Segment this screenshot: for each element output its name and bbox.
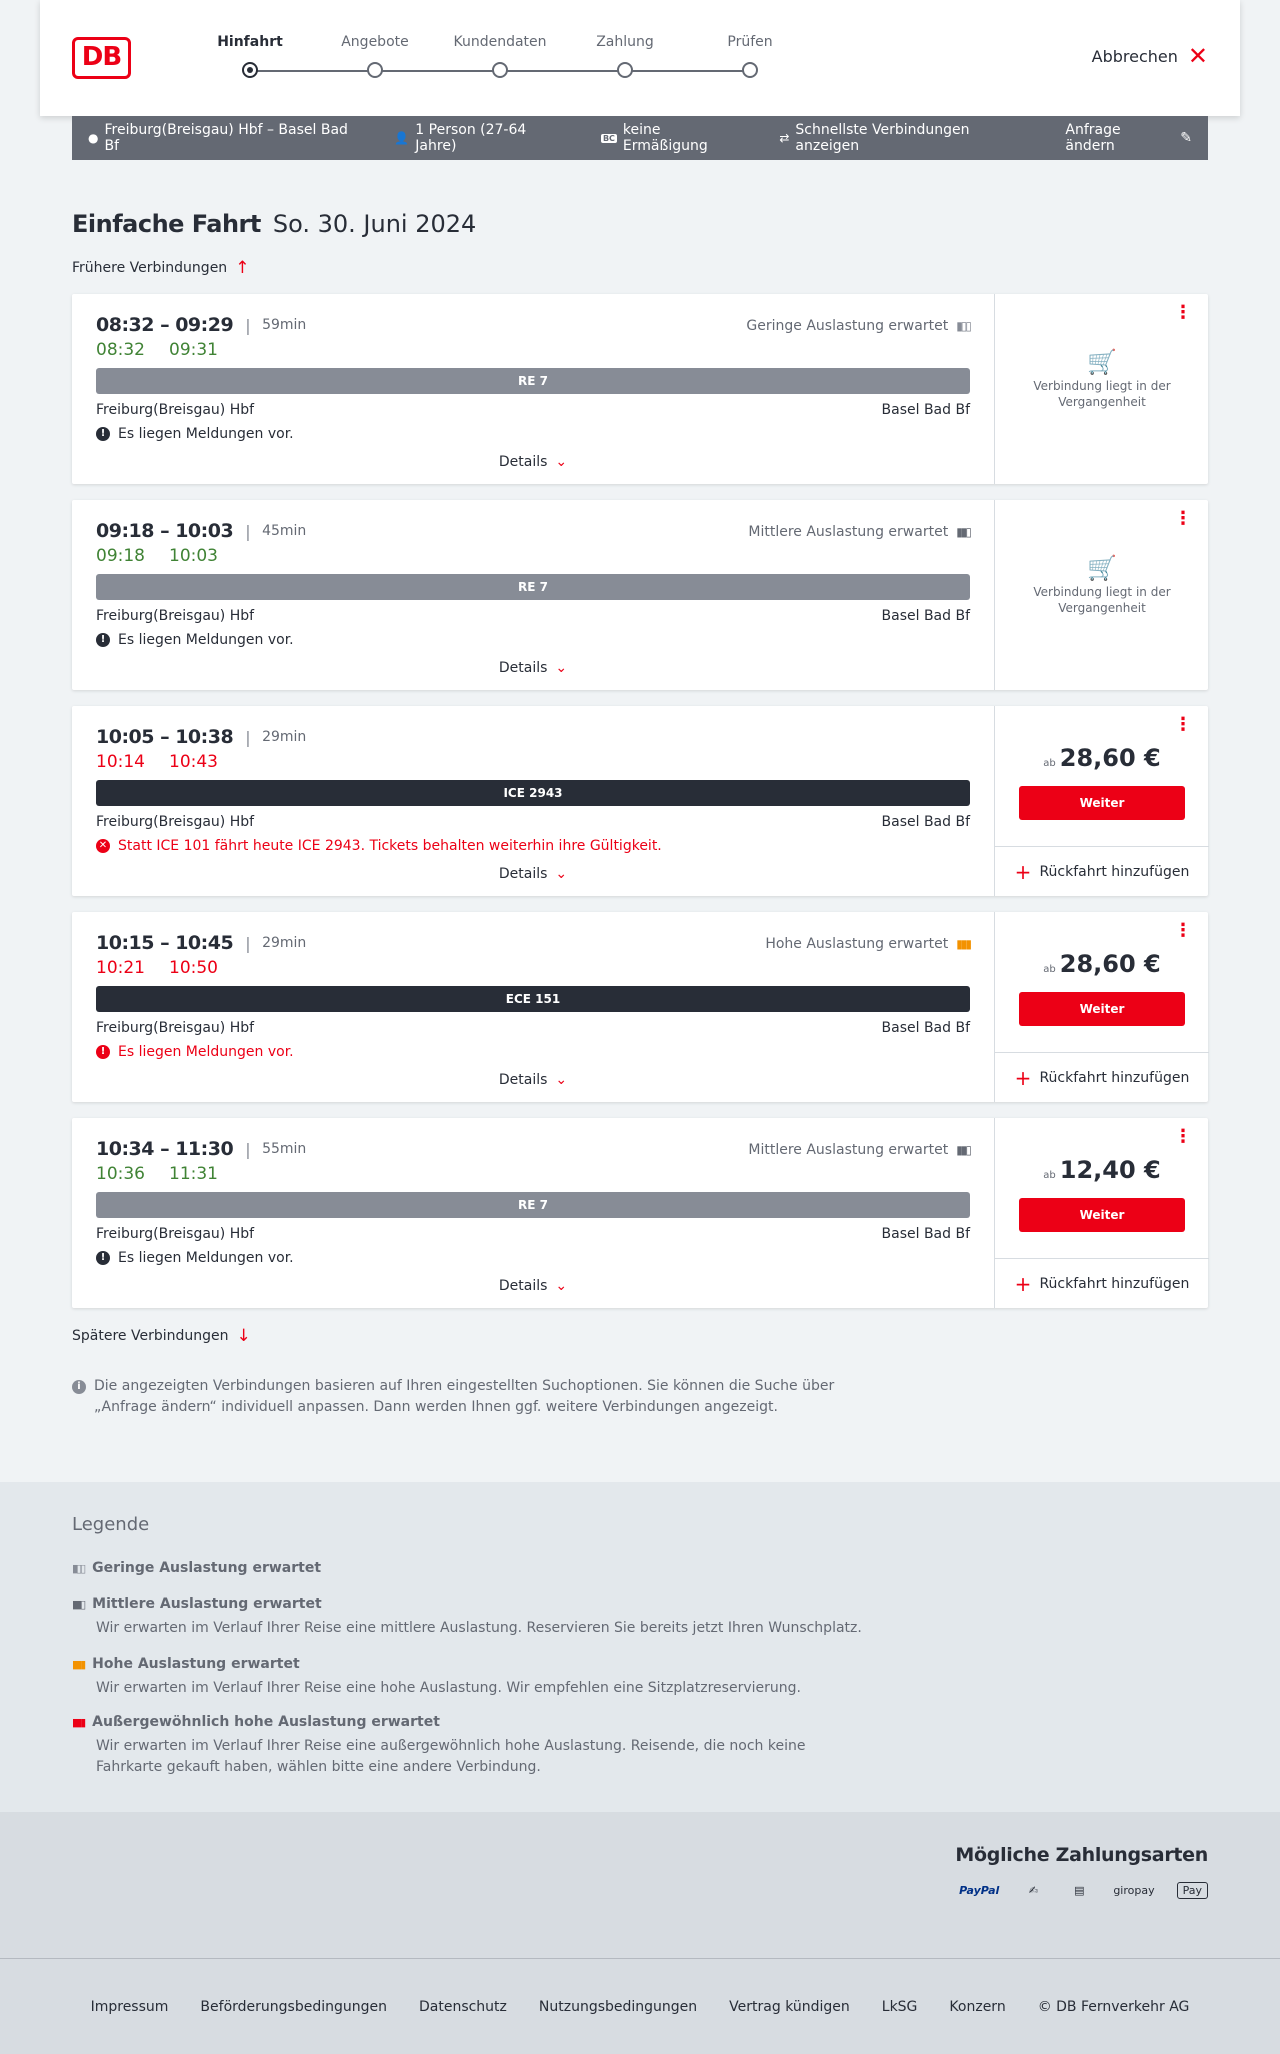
- connection-message: ! Es liegen Meldungen vor.: [96, 426, 970, 442]
- alert-icon: !: [96, 1251, 110, 1265]
- more-options-icon[interactable]: ⋮: [1174, 920, 1192, 941]
- occupancy-label: Mittlere Auslastung erwartet ▮▮▯: [748, 1142, 970, 1158]
- step-angebote: Angebote: [341, 34, 409, 50]
- later-connections-link[interactable]: Spätere Verbindungen ↓: [72, 1326, 251, 1346]
- chevron-down-icon: ⌄: [555, 1278, 568, 1294]
- occupancy-medium-icon: ▮▮▯: [72, 1597, 85, 1611]
- occupancy-low-icon: ▮▯▯: [72, 1561, 85, 1575]
- legend-item: ▮▯▯ Geringe Auslastung erwartet: [72, 1560, 322, 1576]
- step-zahlung: Zahlung: [596, 34, 654, 50]
- destination-station: Basel Bad Bf: [881, 402, 970, 418]
- connection-card[interactable]: [72, 500, 1208, 690]
- duration: 59min: [262, 317, 307, 333]
- realtime-departure: 10:14: [96, 752, 145, 772]
- connection-message: ! Es liegen Meldungen vor.: [96, 1044, 970, 1060]
- details-toggle[interactable]: Details ⌄: [498, 1072, 568, 1088]
- duration: 55min: [262, 1141, 307, 1157]
- connection-message: ! Es liegen Meldungen vor.: [96, 1250, 970, 1266]
- query-summary-bar: [72, 116, 1208, 160]
- realtime-times: [96, 1164, 970, 1184]
- step-dot: [492, 62, 508, 78]
- alert-icon: !: [96, 427, 110, 441]
- realtime-departure: 08:32: [96, 340, 145, 360]
- footer-link-befoerderungsbedingungen[interactable]: Beförderungsbedingungen: [200, 1998, 387, 2015]
- realtime-arrival: 10:50: [169, 958, 218, 978]
- cart-unavailable-icon: 🛒: [1087, 348, 1117, 376]
- cancel-button[interactable]: [1091, 42, 1208, 70]
- scheduled-times: 08:32 – 09:29 | 59min: [96, 314, 307, 336]
- offer-panel: [994, 912, 1208, 1102]
- duration: 29min: [262, 729, 307, 745]
- query-travellers: 👤 1 Person (27-64 Jahre): [394, 122, 527, 154]
- footer-link-datenschutz[interactable]: Datenschutz: [418, 1998, 507, 2015]
- apple-pay-icon: Pay: [1177, 1882, 1208, 1899]
- details-toggle[interactable]: Details ⌄: [498, 866, 568, 882]
- add-return-button[interactable]: + Rückfahrt hinzufügen: [995, 1258, 1209, 1308]
- connection-card[interactable]: [72, 706, 1208, 896]
- price: ab 28,60 €: [1043, 744, 1161, 772]
- origin-station: Freiburg(Breisgau) Hbf: [96, 1020, 255, 1036]
- legend-section: [0, 1482, 1280, 1812]
- pencil-icon: ✎: [1180, 130, 1193, 146]
- more-options-icon[interactable]: ⋮: [1174, 714, 1192, 735]
- realtime-departure: 10:36: [96, 1164, 145, 1184]
- stations: [96, 1020, 970, 1036]
- step-pruefen: Prüfen: [727, 34, 773, 50]
- connection-card[interactable]: [72, 912, 1208, 1102]
- stations: [96, 608, 970, 624]
- realtime-departure: 09:18: [96, 546, 145, 566]
- add-return-button[interactable]: + Rückfahrt hinzufügen: [995, 846, 1209, 896]
- train-segment-bar[interactable]: ECE 151: [96, 986, 970, 1012]
- plus-icon: +: [1014, 1065, 1032, 1090]
- connection-message: ! Es liegen Meldungen vor.: [96, 632, 970, 648]
- footer-link-konzern[interactable]: Konzern: [949, 1998, 1006, 2015]
- realtime-arrival: 10:03: [169, 546, 218, 566]
- footer-link-impressum[interactable]: Impressum: [90, 1998, 169, 2015]
- chevron-down-icon: ⌄: [555, 1072, 568, 1088]
- realtime-times: [96, 752, 970, 772]
- train-segment-bar[interactable]: RE 7: [96, 1192, 970, 1218]
- occupancy-label: Mittlere Auslastung erwartet ▮▮▯: [748, 524, 970, 540]
- occupancy-high-icon: ▮▮▮: [72, 1657, 85, 1671]
- plus-icon: +: [1014, 1271, 1032, 1296]
- stations: [96, 814, 970, 830]
- trip-date: So. 30. Juni 2024: [272, 210, 477, 238]
- occupancy-icon: ▮▮▯: [956, 1143, 970, 1157]
- change-query-button[interactable]: Anfrage ändern ✎: [1065, 122, 1193, 154]
- occupancy-icon: ▮▮▯: [956, 525, 970, 539]
- destination-station: Basel Bad Bf: [881, 608, 970, 624]
- realtime-times: [96, 340, 970, 360]
- chevron-down-icon: ⌄: [555, 454, 568, 470]
- info-icon: i: [72, 1380, 86, 1394]
- realtime-arrival: 10:43: [169, 752, 218, 772]
- chevron-down-icon: ⌄: [555, 660, 568, 676]
- details-toggle[interactable]: Details ⌄: [498, 454, 568, 470]
- destination-station: Basel Bad Bf: [881, 1020, 970, 1036]
- scheduled-times: 09:18 – 10:03 | 45min: [96, 520, 307, 542]
- continue-button[interactable]: Weiter: [1019, 786, 1185, 820]
- occupancy-icon: ▮▯▯: [956, 319, 970, 333]
- payment-title: Mögliche Zahlungsarten: [955, 1844, 1208, 1866]
- offer-panel: [994, 294, 1208, 484]
- progress-stepper: [182, 34, 773, 84]
- page-title: [72, 210, 476, 238]
- error-icon: ✕: [96, 839, 110, 853]
- step-dot: [742, 62, 758, 78]
- query-route: ● Freiburg(Breisgau) Hbf – Basel Bad Bf: [88, 122, 348, 154]
- step-kundendaten: Kundendaten: [453, 34, 547, 50]
- occupancy-icon: ▮▮▮: [956, 937, 970, 951]
- origin-station: Freiburg(Breisgau) Hbf: [96, 1226, 255, 1242]
- query-discount: BC keine Ermäßigung: [602, 122, 708, 154]
- stations: [96, 1226, 970, 1242]
- payment-methods-section: [0, 1812, 1280, 1958]
- destination-station: Basel Bad Bf: [881, 1226, 970, 1242]
- step-hinfahrt: Hinfahrt: [217, 34, 283, 50]
- duration: 29min: [262, 935, 307, 951]
- scheduled-times: 10:05 – 10:38 | 29min: [96, 726, 307, 748]
- plus-icon: +: [1014, 859, 1032, 884]
- error-icon: !: [96, 1045, 110, 1059]
- footer-link-vertrag-kuendigen[interactable]: Vertrag kündigen: [729, 1998, 850, 2015]
- footer-link-lksg[interactable]: LkSG: [881, 1998, 918, 2015]
- stations: [96, 402, 970, 418]
- origin-station: Freiburg(Breisgau) Hbf: [96, 402, 255, 418]
- footer-link-nutzungsbedingungen[interactable]: Nutzungsbedingungen: [538, 1998, 698, 2015]
- continue-button[interactable]: Weiter: [1019, 1198, 1185, 1232]
- train-segment-bar[interactable]: RE 7: [96, 574, 970, 600]
- scheduled-times: 10:34 – 11:30 | 55min: [96, 1138, 307, 1160]
- realtime-departure: 10:21: [96, 958, 145, 978]
- offer-panel: [994, 1118, 1208, 1308]
- header: [40, 0, 1240, 116]
- alert-icon: !: [96, 633, 110, 647]
- location-pin-icon: ●: [88, 131, 99, 145]
- origin-station: Freiburg(Breisgau) Hbf: [96, 814, 255, 830]
- cancel-label: Abbrechen: [1091, 46, 1178, 66]
- db-logo[interactable]: DB: [72, 37, 131, 79]
- occupancy-label: Geringe Auslastung erwartet ▮▯▯: [746, 318, 970, 334]
- trip-type: Einfache Fahrt: [72, 210, 261, 238]
- past-connection-note: 🛒 Verbindung liegt in der Vergangenheit: [995, 560, 1209, 616]
- realtime-arrival: 11:31: [169, 1164, 218, 1184]
- earlier-connections-link[interactable]: Frühere Verbindungen ↑: [72, 258, 250, 278]
- more-options-icon[interactable]: ⋮: [1174, 302, 1192, 323]
- giropay-icon: giropay: [1113, 1884, 1155, 1897]
- train-segment-bar[interactable]: ICE 2943: [96, 780, 970, 806]
- connection-message: ✕ Statt ICE 101 fährt heute ICE 2943. Tickets behalten weiterhin ihre Gültigkeit.: [96, 838, 970, 854]
- close-icon: ✕: [1187, 42, 1208, 70]
- more-options-icon[interactable]: ⋮: [1174, 508, 1192, 529]
- occupancy-extreme-icon: ▮▮▮: [72, 1715, 85, 1729]
- offer-panel: [994, 706, 1208, 896]
- occupancy-label: Hohe Auslastung erwartet ▮▮▮: [765, 936, 970, 952]
- arrow-down-icon: ↓: [236, 1326, 251, 1346]
- swap-arrows-icon: ⇄: [779, 131, 790, 145]
- realtime-times: [96, 958, 970, 978]
- train-segment-bar[interactable]: RE 7: [96, 368, 970, 394]
- realtime-arrival: 09:31: [169, 340, 218, 360]
- realtime-times: [96, 546, 970, 566]
- continue-button[interactable]: Weiter: [1019, 992, 1185, 1026]
- step-dot: [617, 62, 633, 78]
- sepa-icon: ▤: [1074, 1884, 1085, 1897]
- cart-unavailable-icon: 🛒: [1087, 554, 1117, 582]
- origin-station: Freiburg(Breisgau) Hbf: [96, 608, 255, 624]
- offer-panel: [994, 500, 1208, 690]
- step-dot: [367, 62, 383, 78]
- legend-item: ▮▮▮ Hohe Auslastung erwartet Wir erwarten im Verlauf Ihrer Reise eine hohe Auslastung. Wir empfehlen eine Sitzplatzreservierung.: [72, 1656, 801, 1696]
- legend-item: ▮▮▮ Außergewöhnlich hohe Auslastung erwartet Wir erwarten im Verlauf Ihrer Reise eine außergewöhnlich hohe Auslastung. Reisende, die noch keine Fahrkarte gekauft haben, wählen bitte eine andere Verbindung.: [72, 1714, 806, 1775]
- price: ab 28,60 €: [1043, 950, 1161, 978]
- bahncard-icon: BC: [602, 133, 615, 143]
- footer: [0, 1958, 1280, 2054]
- add-return-button[interactable]: + Rückfahrt hinzufügen: [995, 1052, 1209, 1102]
- destination-station: Basel Bad Bf: [881, 814, 970, 830]
- footer-copyright: © DB Fernverkehr AG: [1037, 1998, 1190, 2015]
- query-fastest: ⇄ Schnellste Verbindungen anzeigen: [779, 122, 970, 154]
- legend-item: ▮▮▯ Mittlere Auslastung erwartet Wir erwarten im Verlauf Ihrer Reise eine mittlere Auslastung. Reservieren Sie bereits jetzt Ihren Wunschplatz.: [72, 1596, 862, 1636]
- connection-card[interactable]: [72, 1118, 1208, 1308]
- details-toggle[interactable]: Details ⌄: [498, 660, 568, 676]
- payment-icons: [959, 1882, 1208, 1899]
- arrow-up-icon: ↑: [235, 258, 250, 278]
- paypal-icon: PayPal: [959, 1884, 1000, 1897]
- chevron-down-icon: ⌄: [555, 866, 568, 882]
- details-toggle[interactable]: Details ⌄: [498, 1278, 568, 1294]
- connection-card[interactable]: [72, 294, 1208, 484]
- past-connection-note: 🛒 Verbindung liegt in der Vergangenheit: [995, 354, 1209, 410]
- scheduled-times: 10:15 – 10:45 | 29min: [96, 932, 307, 954]
- step-dot-active: [242, 62, 258, 78]
- legend-title: Legende: [72, 1514, 150, 1535]
- more-options-icon[interactable]: ⋮: [1174, 1126, 1192, 1147]
- person-icon: 👤: [394, 131, 410, 145]
- price: ab 12,40 €: [1043, 1156, 1161, 1184]
- search-info-note: i Die angezeigten Verbindungen basieren auf Ihren eingestellten Suchoptionen. Sie können die Suche über „Anfrage ändern“ individuell anpassen. Dann werden Ihnen ggf. weitere Verbindungen angezeigt.: [72, 1376, 852, 1418]
- duration: 45min: [262, 523, 307, 539]
- direct-debit-icon: ✍: [1028, 1884, 1038, 1897]
